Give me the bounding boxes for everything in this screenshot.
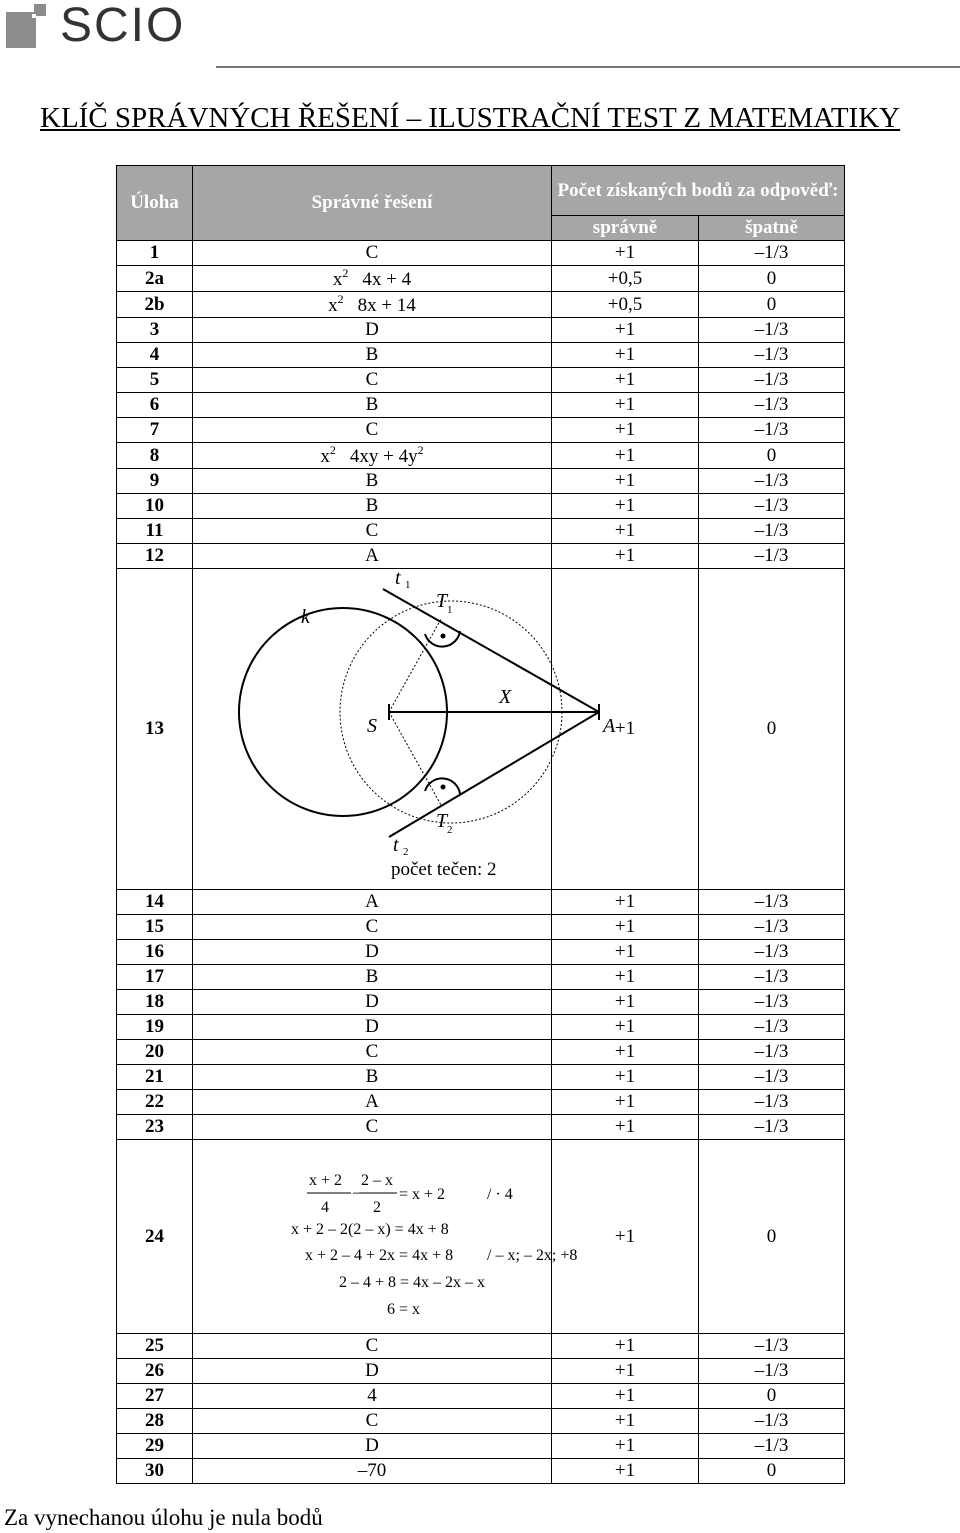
header-correct: správně xyxy=(552,216,699,241)
points-wrong: –1/3 xyxy=(699,418,845,443)
correct-solution: B xyxy=(193,965,552,990)
points-correct: +1 xyxy=(552,1359,699,1384)
points-wrong: –1/3 xyxy=(699,915,845,940)
tangent-construction-cell xyxy=(193,567,616,890)
points-correct: +1 xyxy=(552,569,699,890)
label-T1: T xyxy=(436,590,448,612)
task-number: 9 xyxy=(117,469,193,494)
points-correct: +0,5 xyxy=(552,266,699,292)
points-wrong: –1/3 xyxy=(699,965,845,990)
equation-solution-cell xyxy=(193,1140,578,1334)
points-correct: +1 xyxy=(552,1115,699,1140)
task-number: 24 xyxy=(117,1140,193,1334)
table-row xyxy=(117,266,845,292)
correct-solution: A xyxy=(193,544,552,569)
points-wrong: 0 xyxy=(699,292,845,318)
task-number: 11 xyxy=(117,519,193,544)
points-correct: +1 xyxy=(552,1409,699,1434)
label-X: X xyxy=(499,686,512,708)
label-T1-sub: 1 xyxy=(447,604,453,616)
label-T2: T xyxy=(436,810,448,832)
label-t1-sub: 1 xyxy=(405,579,411,591)
points-wrong: –1/3 xyxy=(699,393,845,418)
eq1-operation: / · 4 xyxy=(487,1186,513,1203)
table-row-24 xyxy=(117,1140,845,1334)
task-number: 15 xyxy=(117,915,193,940)
table-row xyxy=(117,915,845,940)
correct-solution: 4 xyxy=(193,1384,552,1409)
points-wrong: –1/3 xyxy=(699,469,845,494)
task-number: 14 xyxy=(117,890,193,915)
points-wrong: 0 xyxy=(699,569,845,890)
task-number: 29 xyxy=(117,1434,193,1459)
table-row xyxy=(117,418,845,443)
points-correct: +1 xyxy=(552,443,699,469)
points-correct: +1 xyxy=(552,393,699,418)
header-divider xyxy=(216,66,960,68)
rows-14-23 xyxy=(117,890,845,1140)
table-row xyxy=(117,1384,845,1409)
table-row xyxy=(117,318,845,343)
formula-2a: $x^2$ 4x + 4 xyxy=(332,266,412,290)
table-row xyxy=(117,443,845,469)
task-number: 16 xyxy=(117,940,193,965)
points-correct: +1 xyxy=(552,1334,699,1359)
task-number: 21 xyxy=(117,1065,193,1090)
task-number: 20 xyxy=(117,1040,193,1065)
points-wrong: –1/3 xyxy=(699,1115,845,1140)
points-wrong: –1/3 xyxy=(699,1359,845,1384)
points-correct: +1 xyxy=(552,1090,699,1115)
points-correct: +1 xyxy=(552,1140,699,1334)
eq1-numerator-2: 2 – x xyxy=(361,1172,393,1189)
points-correct: +1 xyxy=(552,1434,699,1459)
correct-solution: C xyxy=(193,1334,552,1359)
points-wrong: –1/3 xyxy=(699,940,845,965)
header-solution: Správné řešení xyxy=(193,166,552,241)
label-k: k xyxy=(301,606,310,628)
task-number: 1 xyxy=(117,241,193,266)
points-wrong: –1/3 xyxy=(699,1090,845,1115)
correct-solution: A xyxy=(193,890,552,915)
task-number: 26 xyxy=(117,1359,193,1384)
task-number: 27 xyxy=(117,1384,193,1409)
points-wrong: –1/3 xyxy=(699,1015,845,1040)
points-wrong: –1/3 xyxy=(699,990,845,1015)
correct-solution: –70 xyxy=(193,1459,552,1484)
eq4: 2 – 4 + 8 = 4x – 2x – x xyxy=(339,1274,486,1291)
answer-key-table xyxy=(116,165,845,1484)
header-wrong: špatně xyxy=(699,216,845,241)
table-row xyxy=(117,1359,845,1384)
points-wrong: –1/3 xyxy=(699,1040,845,1065)
correct-solution: C xyxy=(193,368,552,393)
table-row xyxy=(117,343,845,368)
points-wrong: –1/3 xyxy=(699,1434,845,1459)
equation-steps xyxy=(193,1140,578,1333)
points-correct: +1 xyxy=(552,1065,699,1090)
eq1-denominator-1: 4 xyxy=(321,1199,329,1216)
task-number: 8 xyxy=(117,443,193,469)
task-number: 18 xyxy=(117,990,193,1015)
points-wrong: –1/3 xyxy=(699,890,845,915)
correct-solution: B xyxy=(193,494,552,519)
task-number: 7 xyxy=(117,418,193,443)
points-wrong: –1/3 xyxy=(699,519,845,544)
correct-solution: B xyxy=(193,343,552,368)
task-number: 4 xyxy=(117,343,193,368)
table-row xyxy=(117,1459,845,1484)
points-correct: +1 xyxy=(552,343,699,368)
table-row xyxy=(117,1065,845,1090)
points-correct: +1 xyxy=(552,418,699,443)
label-t1: t xyxy=(395,567,401,589)
correct-solution: C xyxy=(193,1040,552,1065)
correct-solution: C xyxy=(193,915,552,940)
points-wrong: –1/3 xyxy=(699,241,845,266)
points-correct: +1 xyxy=(552,990,699,1015)
correct-solution: D xyxy=(193,318,552,343)
correct-solution xyxy=(193,292,552,318)
eq3: x + 2 – 4 + 2x = 4x + 8 xyxy=(305,1247,454,1264)
table-row xyxy=(117,1115,845,1140)
points-correct: +1 xyxy=(552,318,699,343)
eq1-rhs: = x + 2 xyxy=(399,1186,446,1203)
table-row xyxy=(117,393,845,418)
points-correct: +1 xyxy=(552,890,699,915)
points-correct: +1 xyxy=(552,1040,699,1065)
formula-2b: $x^2$ 8x + 14 xyxy=(328,292,416,316)
tangent-construction-diagram xyxy=(193,567,616,889)
task-number: 10 xyxy=(117,494,193,519)
points-correct: +1 xyxy=(552,915,699,940)
task-number: 30 xyxy=(117,1459,193,1484)
table-row xyxy=(117,368,845,393)
table-row xyxy=(117,990,845,1015)
label-T2-sub: 2 xyxy=(447,824,453,836)
task-number: 12 xyxy=(117,544,193,569)
correct-solution: B xyxy=(193,393,552,418)
eq3-operation: / – x; – 2x; +8 xyxy=(487,1247,578,1264)
correct-solution: D xyxy=(193,1359,552,1384)
table-row xyxy=(117,965,845,990)
correct-solution: B xyxy=(193,1065,552,1090)
task-number: 2a xyxy=(117,266,193,292)
points-wrong: –1/3 xyxy=(699,1409,845,1434)
table-row xyxy=(117,1409,845,1434)
points-wrong: 0 xyxy=(699,1384,845,1409)
points-wrong: –1/3 xyxy=(699,1334,845,1359)
points-wrong: –1/3 xyxy=(699,368,845,393)
points-correct: +1 xyxy=(552,469,699,494)
correct-solution: D xyxy=(193,1015,552,1040)
table-row xyxy=(117,940,845,965)
points-wrong: –1/3 xyxy=(699,343,845,368)
points-correct: +1 xyxy=(552,544,699,569)
points-correct: +0,5 xyxy=(552,292,699,318)
table-row xyxy=(117,1015,845,1040)
rows-25-30 xyxy=(117,1334,845,1484)
page-title: KLÍČ SPRÁVNÝCH ŘEŠENÍ – ILUSTRAČNÍ TEST Z MATEMATIKY xyxy=(40,102,901,134)
task-number: 13 xyxy=(117,569,193,890)
scio-logo xyxy=(6,0,206,52)
logo-mark-icon xyxy=(6,4,46,48)
eq1-minus: – xyxy=(353,1184,361,1201)
points-wrong: –1/3 xyxy=(699,318,845,343)
points-wrong: 0 xyxy=(699,443,845,469)
task-number: 6 xyxy=(117,393,193,418)
label-A: A xyxy=(603,715,616,737)
points-wrong: 0 xyxy=(699,266,845,292)
table-row xyxy=(117,292,845,318)
points-wrong: –1/3 xyxy=(699,1065,845,1090)
task-number: 19 xyxy=(117,1015,193,1040)
table-row xyxy=(117,469,845,494)
table-row xyxy=(117,1434,845,1459)
points-correct: +1 xyxy=(552,241,699,266)
task-number: 3 xyxy=(117,318,193,343)
points-wrong: –1/3 xyxy=(699,544,845,569)
table-row xyxy=(117,1090,845,1115)
correct-solution xyxy=(193,266,552,292)
task-number: 2b xyxy=(117,292,193,318)
table-row xyxy=(117,494,845,519)
table-row xyxy=(117,241,845,266)
label-t2-sub: 2 xyxy=(403,846,409,858)
table-header-row xyxy=(117,166,845,216)
tangent-count-caption: počet tečen: 2 xyxy=(391,859,497,880)
rows-1-12 xyxy=(117,241,845,569)
eq1-numerator-1: x + 2 xyxy=(309,1172,343,1189)
points-correct: +1 xyxy=(552,1015,699,1040)
correct-solution xyxy=(193,443,552,469)
eq5: 6 = x xyxy=(387,1301,421,1318)
correct-solution: D xyxy=(193,1434,552,1459)
table-row xyxy=(117,519,845,544)
correct-solution: C xyxy=(193,1115,552,1140)
points-wrong: 0 xyxy=(699,1140,845,1334)
correct-solution: B xyxy=(193,469,552,494)
header-points: Počet získaných bodů za odpověď: xyxy=(552,166,845,216)
task-number: 17 xyxy=(117,965,193,990)
table-row xyxy=(117,544,845,569)
task-number: 5 xyxy=(117,368,193,393)
table-row xyxy=(117,890,845,915)
header-task: Úloha xyxy=(117,166,193,241)
task-number: 22 xyxy=(117,1090,193,1115)
points-correct: +1 xyxy=(552,965,699,990)
task-number: 23 xyxy=(117,1115,193,1140)
formula-8: $x^2$ $4xy + 4y^2$ xyxy=(320,443,424,467)
correct-solution: C xyxy=(193,418,552,443)
points-correct: +1 xyxy=(552,368,699,393)
label-t2: t xyxy=(393,834,399,856)
task-number: 25 xyxy=(117,1334,193,1359)
points-correct: +1 xyxy=(552,494,699,519)
points-wrong: –1/3 xyxy=(699,494,845,519)
table-row-13 xyxy=(117,569,845,890)
correct-solution: C xyxy=(193,519,552,544)
eq2: x + 2 – 2(2 – x) = 4x + 8 xyxy=(291,1221,449,1238)
table-row xyxy=(117,1040,845,1065)
task-number: 28 xyxy=(117,1409,193,1434)
footnote: Za vynechanou úlohu je nula bodů xyxy=(4,1505,323,1530)
points-correct: +1 xyxy=(552,1459,699,1484)
correct-solution: D xyxy=(193,990,552,1015)
points-correct: +1 xyxy=(552,519,699,544)
correct-solution: D xyxy=(193,940,552,965)
label-S: S xyxy=(367,715,377,737)
points-correct: +1 xyxy=(552,1384,699,1409)
correct-solution: C xyxy=(193,1409,552,1434)
points-wrong: 0 xyxy=(699,1459,845,1484)
points-correct: +1 xyxy=(552,940,699,965)
eq1-denominator-2: 2 xyxy=(373,1199,381,1216)
table-row xyxy=(117,1334,845,1359)
correct-solution: A xyxy=(193,1090,552,1115)
brand-name: SCIO xyxy=(60,0,186,52)
correct-solution: C xyxy=(193,241,552,266)
